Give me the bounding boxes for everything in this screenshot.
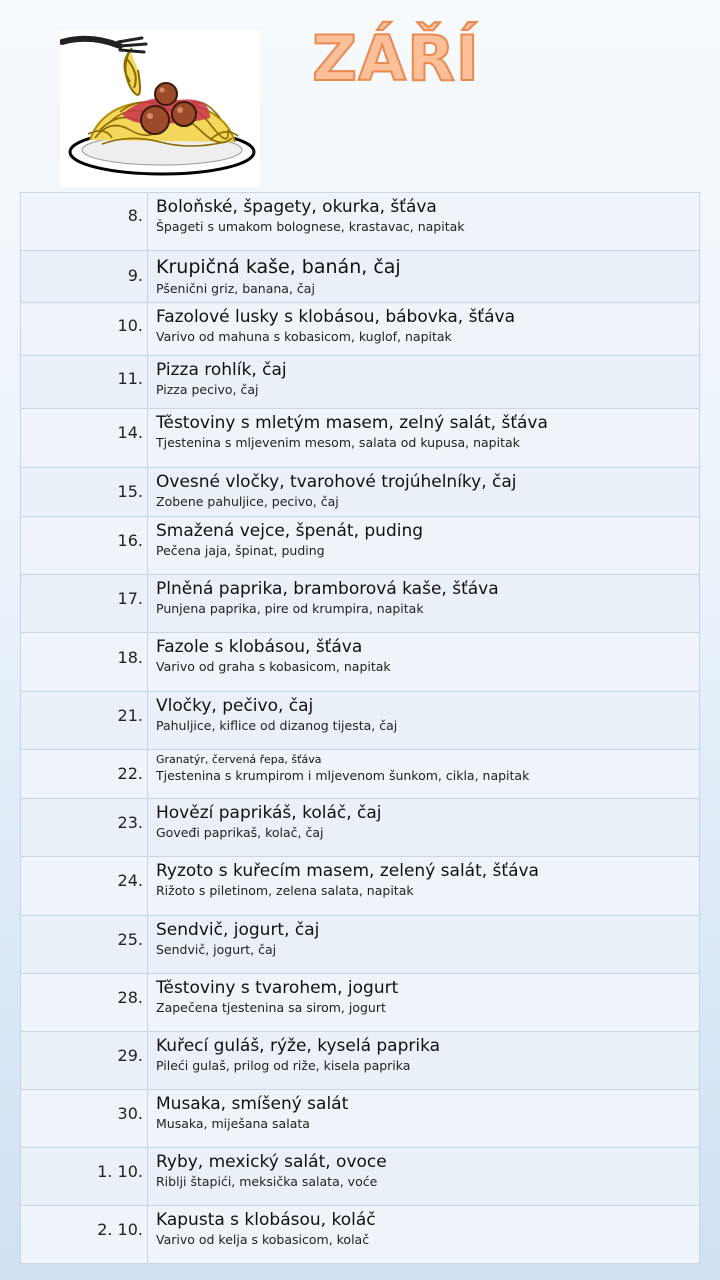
- date-label: 18.: [117, 648, 143, 667]
- date-cell: [21, 193, 148, 251]
- dish-croatian: Pšenični griz, banana, čaj: [156, 281, 315, 296]
- date-label: 1. 10.: [97, 1162, 143, 1181]
- dish-cell: [148, 750, 700, 799]
- dish-croatian: Varivo od graha s kobasicom, napitak: [156, 659, 391, 674]
- date-label: 15.: [117, 482, 143, 501]
- date-label: 8.: [127, 206, 143, 225]
- date-label: 22.: [117, 764, 143, 783]
- table-row: [21, 974, 700, 1032]
- dish-croatian: Špageti s umakom bolognese, krastavac, napitak: [156, 219, 465, 234]
- date-cell: [21, 303, 148, 356]
- dish-cell: [148, 409, 700, 468]
- table-row: [21, 692, 700, 750]
- dish-czech: Ovesné vločky, tvarohové trojúhelníky, čaj: [156, 472, 517, 492]
- date-cell: [21, 974, 148, 1032]
- date-cell: [21, 1148, 148, 1206]
- dish-cell: [148, 1206, 700, 1264]
- table-row: [21, 356, 700, 409]
- dish-croatian: Goveđi paprikaš, kolač, čaj: [156, 825, 324, 840]
- date-cell: [21, 916, 148, 974]
- dish-cell: [148, 251, 700, 303]
- table-row: [21, 517, 700, 575]
- dish-cell: [148, 916, 700, 974]
- date-label: 30.: [117, 1104, 143, 1123]
- dish-czech: Plněná paprika, bramborová kaše, šťáva: [156, 579, 499, 599]
- dish-croatian: Pileći gulaš, prilog od riže, kisela paprika: [156, 1058, 411, 1073]
- table-row: [21, 303, 700, 356]
- date-cell: [21, 356, 148, 409]
- dish-czech: Vločky, pečivo, čaj: [156, 696, 314, 716]
- date-cell: [21, 1206, 148, 1264]
- dish-cell: [148, 1032, 700, 1090]
- dish-croatian: Varivo od mahuna s kobasicom, kuglof, napitak: [156, 329, 452, 344]
- dish-croatian: Riblji štapići, meksička salata, voće: [156, 1174, 378, 1189]
- date-cell: [21, 468, 148, 517]
- dish-czech: Těstoviny s tvarohem, jogurt: [156, 978, 399, 998]
- table-row: [21, 857, 700, 916]
- dish-czech: Sendvič, jogurt, čaj: [156, 920, 320, 940]
- dish-cell: [148, 633, 700, 692]
- dish-czech: Ryzoto s kuřecím masem, zelený salát, šťáva: [156, 861, 539, 881]
- dish-croatian: Musaka, miješana salata: [156, 1116, 310, 1131]
- page-title: ZÁŘÍ: [312, 22, 480, 95]
- dish-cell: [148, 517, 700, 575]
- dish-croatian: Punjena paprika, pire od krumpira, napitak: [156, 601, 424, 616]
- table-row: [21, 1148, 700, 1206]
- dish-czech: Těstoviny s mletým masem, zelný salát, šťáva: [156, 413, 548, 433]
- date-label: 9.: [127, 266, 143, 285]
- dish-czech: Fazole s klobásou, šťáva: [156, 637, 363, 657]
- dish-croatian: Rižoto s piletinom, zelena salata, napitak: [156, 883, 414, 898]
- dish-cell: [148, 974, 700, 1032]
- date-cell: [21, 1032, 148, 1090]
- dish-croatian: Tjestenina s krumpirom i mljevenom šunkom, cikla, napitak: [156, 768, 530, 783]
- dish-croatian: Zapečena tjestenina sa sirom, jogurt: [156, 1000, 386, 1015]
- dish-czech: Musaka, smíšený salát: [156, 1094, 349, 1114]
- date-label: 29.: [117, 1046, 143, 1065]
- dish-czech: Fazolové lusky s klobásou, bábovka, šťáva: [156, 307, 515, 327]
- dish-czech: Smažená vejce, špenát, puding: [156, 521, 424, 541]
- dish-czech: Pizza rohlík, čaj: [156, 360, 287, 380]
- dish-croatian: Zobene pahuljice, pecivo, čaj: [156, 494, 339, 509]
- dish-cell: [148, 1148, 700, 1206]
- date-cell: [21, 750, 148, 799]
- table-row: [21, 193, 700, 251]
- dish-czech: Krupičná kaše, banán, čaj: [156, 256, 401, 278]
- header: [0, 0, 720, 192]
- dish-cell: [148, 857, 700, 916]
- dish-croatian: Varivo od kelja s kobasicom, kolač: [156, 1232, 370, 1247]
- date-label: 21.: [117, 706, 143, 725]
- date-label: 10.: [117, 316, 143, 335]
- dish-croatian: Pizza pecivo, čaj: [156, 382, 259, 397]
- date-label: 25.: [117, 930, 143, 949]
- date-label: 11.: [117, 369, 143, 388]
- date-cell: [21, 517, 148, 575]
- dish-cell: [148, 468, 700, 517]
- dish-cell: [148, 692, 700, 750]
- date-cell: [21, 633, 148, 692]
- table-row: [21, 1090, 700, 1148]
- date-label: 28.: [117, 988, 143, 1007]
- dish-cell: [148, 799, 700, 857]
- table-row: [21, 1032, 700, 1090]
- table-row: [21, 916, 700, 974]
- dish-croatian: Pečena jaja, špinat, puding: [156, 543, 325, 558]
- menu-table: [20, 192, 700, 1264]
- date-label: 2. 10.: [97, 1220, 143, 1239]
- date-cell: [21, 251, 148, 303]
- table-row: [21, 251, 700, 303]
- date-label: 16.: [117, 531, 143, 550]
- date-label: 14.: [117, 423, 143, 442]
- dish-croatian: Sendvič, jogurt, čaj: [156, 942, 277, 957]
- date-cell: [21, 1090, 148, 1148]
- dish-czech: Ryby, mexický salát, ovoce: [156, 1152, 387, 1172]
- table-row: [21, 409, 700, 468]
- date-cell: [21, 692, 148, 750]
- dish-czech: Kuřecí guláš, rýže, kyselá paprika: [156, 1036, 441, 1056]
- dish-cell: [148, 575, 700, 633]
- table-row: [21, 633, 700, 692]
- date-cell: [21, 799, 148, 857]
- dish-cell: [148, 356, 700, 409]
- dish-cell: [148, 193, 700, 251]
- table-row: [21, 750, 700, 799]
- table-row: [21, 799, 700, 857]
- dish-cell: [148, 303, 700, 356]
- date-cell: [21, 857, 148, 916]
- dish-czech: Kapusta s klobásou, koláč: [156, 1210, 376, 1230]
- dish-croatian: Pahuljice, kiflice od dizanog tijesta, čaj: [156, 718, 398, 733]
- table-row: [21, 1206, 700, 1264]
- date-label: 23.: [117, 813, 143, 832]
- dish-croatian: Tjestenina s mljevenim mesom, salata od kupusa, napitak: [156, 435, 520, 450]
- date-label: 24.: [117, 871, 143, 890]
- date-label: 17.: [117, 589, 143, 608]
- dish-czech: Hovězí paprikáš, koláč, čaj: [156, 803, 382, 823]
- date-cell: [21, 409, 148, 468]
- table-row: [21, 468, 700, 517]
- date-cell: [21, 575, 148, 633]
- dish-cell: [148, 1090, 700, 1148]
- table-row: [21, 575, 700, 633]
- dish-czech: Boloňské, špagety, okurka, šťáva: [156, 197, 437, 217]
- dish-czech: Granatýr, červená řepa, šťáva: [156, 753, 322, 766]
